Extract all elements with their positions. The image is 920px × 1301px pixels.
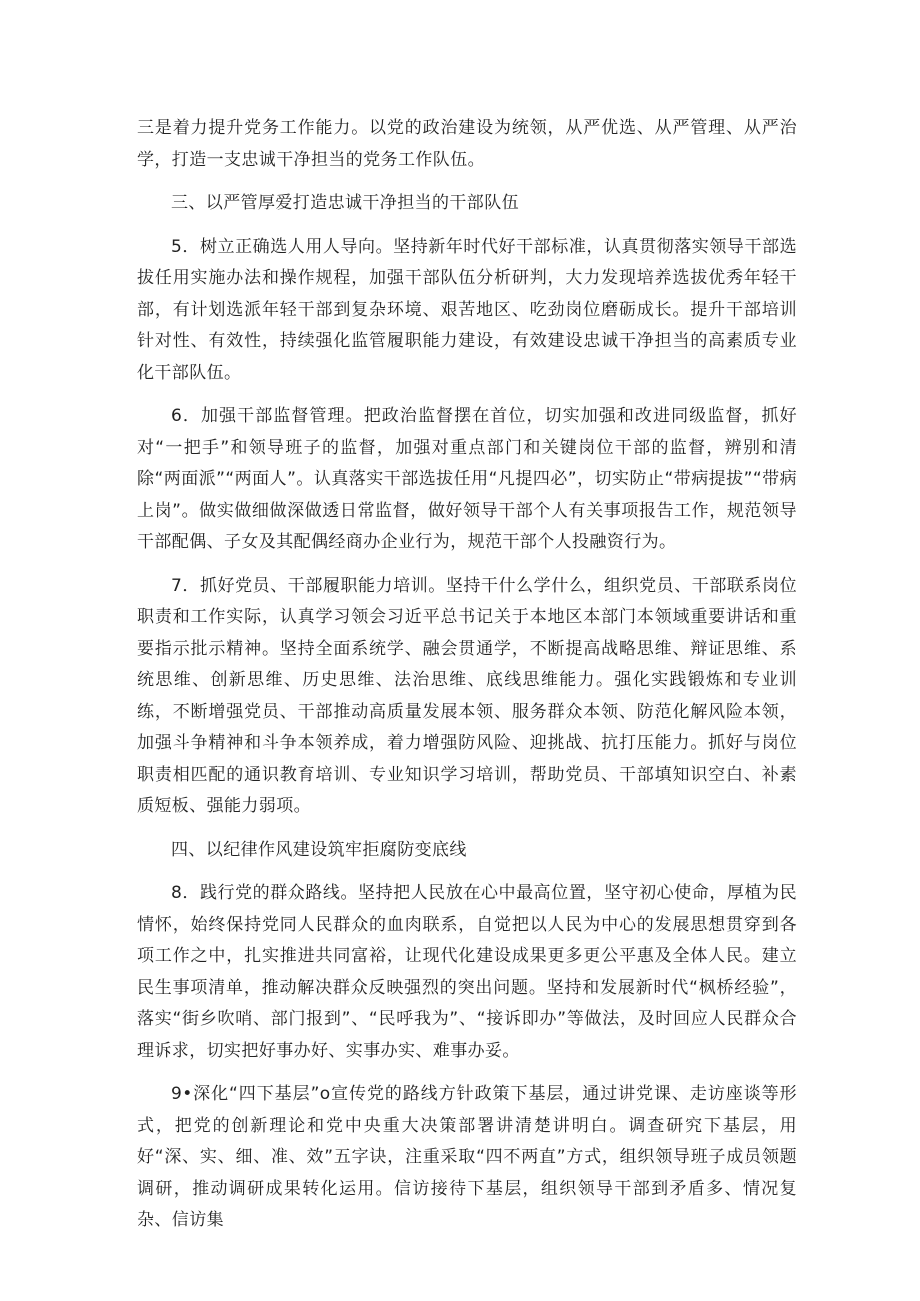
paragraph-item-7: 7．抓好党员、干部履职能力培训。坚持干什么学什么，组织党员、干部联系岗位职责和工作实际，认真学习领会习近平总书记关于本地区本部门本领域重要讲话和重要指示批示精神。坚持全面系统学、融会贯通学，不断提高战略思维、辩证思维、系统思维、创新思维、历史思维、法治思维、底线思维能力。强化实践锻炼和专业训练，不断增强党员、干部推动高质量发展本领、服务群众本领、防范化解风险本领，加强斗争精神和斗争本领养成，着力增强防风险、迎挑战、抗打压能力。抓好与岗位职责相匹配的通识教育培训、专业知识学习培训，帮助党员、干部填知识空白、补素质短板、强能力弱项。: [137, 575, 797, 816]
paragraph-item-9: 9•深化“四下基层”o宣传党的路线方针政策下基层，通过讲党课、走访座谈等形式，把党的创新理论和党中央重大决策部署讲清楚讲明白。调查研究下基层，用好“深、实、细、准、效”五字诀，注重采取“四不两直”方式，组织领导班子成员领题调研，推动调研成果转化运用。信访接待下基层，组织领导干部到矛盾多、情况复杂、信访集: [137, 1084, 797, 1230]
section-heading-4: 四、以纪律作风建设筑牢拒腐防变底线: [171, 839, 467, 860]
paragraph-item-6: 6．加强干部监督管理。把政治监督摆在首位，切实加强和改进同级监督，抓好对“一把手”和领导班子的监督，加强对重点部门和关键岗位干部的监督，辨别和清除“两面派”“两面人”。认真落实干部选拔任用“凡提四必”，切实防止“带病提拔”“带病上岗”。做实做细做深做透日常监督，做好领导干部个人有关事项报告工作，规范领导干部配偶、子女及其配偶经商办企业行为，规范干部个人投融资行为。: [137, 406, 797, 552]
paragraph-item-5: 5．树立正确选人用人导向。坚持新年时代好干部标准，认真贯彻落实领导干部选拔任用实施办法和操作规程，加强干部队伍分析研判，大力发现培养选拔优秀年轻干部，有计划选派年轻干部到复杂环境、艰苦地区、吃劲岗位磨砺成长。提升干部培训针对性、有效性，持续强化监管履职能力建设，有效建设忠诚干净担当的高素质专业化干部队伍。: [137, 236, 797, 383]
paragraph-item-8: 8．践行党的群众路线。坚持把人民放在心中最高位置，坚守初心使命，厚植为民情怀，始终保持党同人民群众的血肉联系，自觉把以人民为中心的发展思想贯穿到各项工作之中，扎实推进共同富裕，让现代化建设成果更多更公平惠及全体人民。建立民生事项清单，推动解决群众反映强烈的突出问题。坚持和发展新时代“枫桥经验”，落实“街乡吹哨、部门报到”、“民呼我为”、“接诉即办”等做法，及时回应人民群众合理诉求，切实把好事办好、实事办实、难事办妥。: [137, 883, 797, 1061]
section-heading-3: 三、以严管厚爱打造忠诚干净担当的干部队伍: [171, 193, 519, 213]
paragraph-party-work-capability: 三是着力提升党务工作能力。以党的政治建设为统领，从严优选、从严管理、从严治学，打造一支忠诚干净担当的党务工作队伍。: [137, 118, 797, 170]
document-body: [137, 113, 797, 1249]
